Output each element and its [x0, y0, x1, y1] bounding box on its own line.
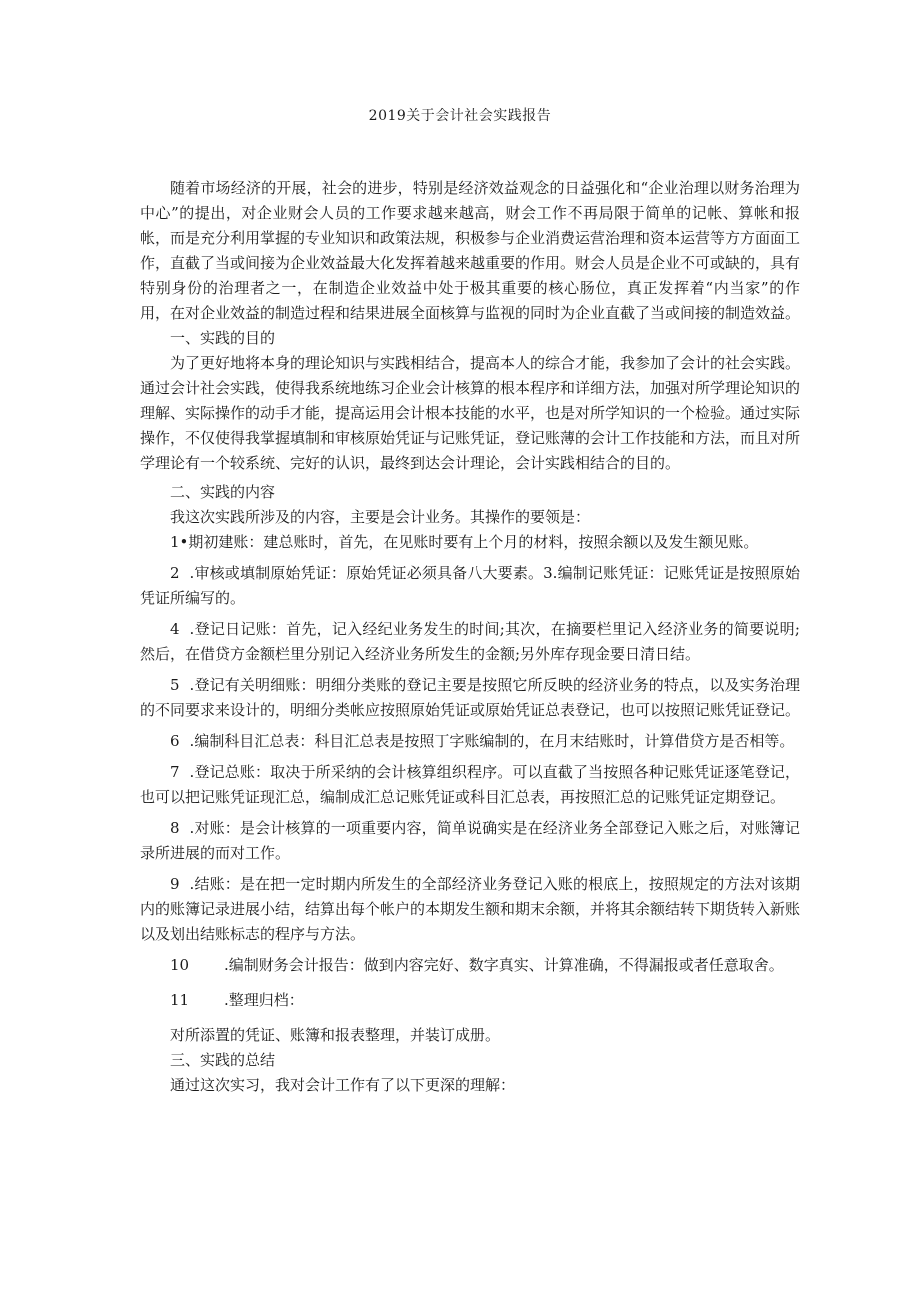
list-item-number: 7 [170, 763, 180, 781]
list-item-7 [140, 760, 800, 810]
list-item-5 [140, 673, 800, 723]
section-3-heading: 三、实践的总结 [170, 1051, 276, 1069]
list-item-8 [140, 816, 800, 866]
list-item-number: 9 [170, 875, 180, 893]
list-item-text: .审核或填制原始凭证：原始凭证必须具备八大要素。3.编制记账凭证：记账凭证是按照原始凭证所编写的。 [140, 564, 800, 607]
list-item-number: 2 [170, 564, 180, 582]
list-item-number: 6 [170, 732, 180, 750]
document-body [140, 176, 800, 1098]
list-item-11 [140, 988, 800, 1013]
list-item-text: .对账：是会计核算的一项重要内容，简单说确实是在经济业务全部登记入账之后，对账簿记录所进展的而对工作。 [140, 819, 800, 862]
section-2-closing: 对所添置的凭证、账簿和报表整理，并装订成册。 [170, 1026, 501, 1044]
section-1-heading: 一、实践的目的 [170, 329, 276, 347]
list-item-6 [140, 729, 800, 754]
section-3-paragraph: 通过这次实习，我对会计工作有了以下更深的理解： [170, 1076, 516, 1094]
list-item-number: 11 [170, 991, 190, 1009]
list-item-number: 1• [170, 533, 189, 551]
list-item-1 [140, 530, 800, 555]
list-item-text: 期初建账：建总账时，首先，在见账时要有上个月的材料，按照余额以及发生额见账。 [188, 533, 759, 551]
list-item-number: 8 [170, 819, 180, 837]
list-item-number: 4 [170, 620, 180, 638]
list-item-text: .结账：是在把一定时期内所发生的全部经济业务登记入账的根底上，按照规定的方法对该期内的账簿记录进展小结，结算出每个帐户的本期发生额和期末余额，并将其余额结转下期货转入新账以及划出结账标志的程序与方法。 [140, 875, 801, 943]
list-item-text: .编制财务会计报告：做到内容完好、数字真实、计算准确，不得漏报或者任意取舍。 [224, 956, 784, 974]
intro-paragraph: 随着市场经济的开展，社会的进步，特别是经济效益观念的日益强化和“企业治理以财务治理为中心”的提出，对企业财会人员的工作要求越来越高，财会工作不再局限于简单的记帐、算帐和报帐，而是充分利用掌握的专业知识和政策法规，积极参与企业消费运营治理和资本运营等方方面面工作，直截了当或间接为企业效益最大化发挥着越来越重要的作用。财会人员是企业不可或缺的，具有特别身份的治理者之一，在制造企业效益中处于极其重要的核心肠位，真正发挥着“内当家”的作用，在对企业效益的制造过程和结果进展全面核算与监视的同时为企业直截了当或间接的制造效益。 [140, 179, 801, 322]
list-item-9 [140, 872, 800, 947]
list-item-2 [140, 561, 800, 611]
list-item-text: .整理归档： [224, 991, 304, 1009]
list-item-number: 10 [170, 956, 190, 974]
document-title: 2019关于会计社会实践报告 [368, 108, 552, 124]
section-2-heading: 二、实践的内容 [170, 483, 276, 501]
list-item-text: .登记有关明细账：明细分类账的登记主要是按照它所反映的经济业务的特点，以及实务治理的不同要求来设计的，明细分类帐应按照原始凭证或原始凭证总表登记，也可以按照记账凭证登记。 [140, 676, 801, 719]
list-item-10 [140, 953, 800, 978]
list-item-4 [140, 617, 800, 667]
list-item-text: .登记总账：取决于所采纳的会计核算组织程序。可以直截了当按照各种记账凭证逐笔登记，也可以把记账凭证现汇总，编制成汇总记账凭证或科目汇总表，再按照汇总的记账凭证定期登记。 [140, 763, 800, 806]
list-item-text: .登记日记账：首先，记入经纪业务发生的时间;其次，在摘要栏里记入经济业务的简要说明;然后，在借贷方金额栏里分别记入经济业务所发生的金额;另外库存现金要日清日结。 [140, 620, 800, 663]
section-2-lead: 我这次实践所涉及的内容，主要是会计业务。其操作的要领是： [170, 508, 591, 526]
list-item-number: 5 [170, 676, 180, 694]
section-1-paragraph: 为了更好地将本身的理论知识与实践相结合，提高本人的综合才能，我参加了会计的社会实践。通过会计社会实践，使得我系统地练习企业会计核算的根本程序和详细方法，加强对所学理论知识的理解、实际操作的动手才能，提高运用会计根本技能的水平，也是对所学知识的一个检验。通过实际操作，不仅使得我掌握填制和审核原始凭证与记账凭证，登记账薄的会计工作技能和方法，而且对所学理论有一个较系统、完好的认识，最终到达会计理论，会计实践相结合的目的。 [140, 354, 801, 472]
list-item-text: .编制科目汇总表：科目汇总表是按照丁字账编制的，在月末结账时，计算借贷方是否相等。 [189, 732, 795, 750]
